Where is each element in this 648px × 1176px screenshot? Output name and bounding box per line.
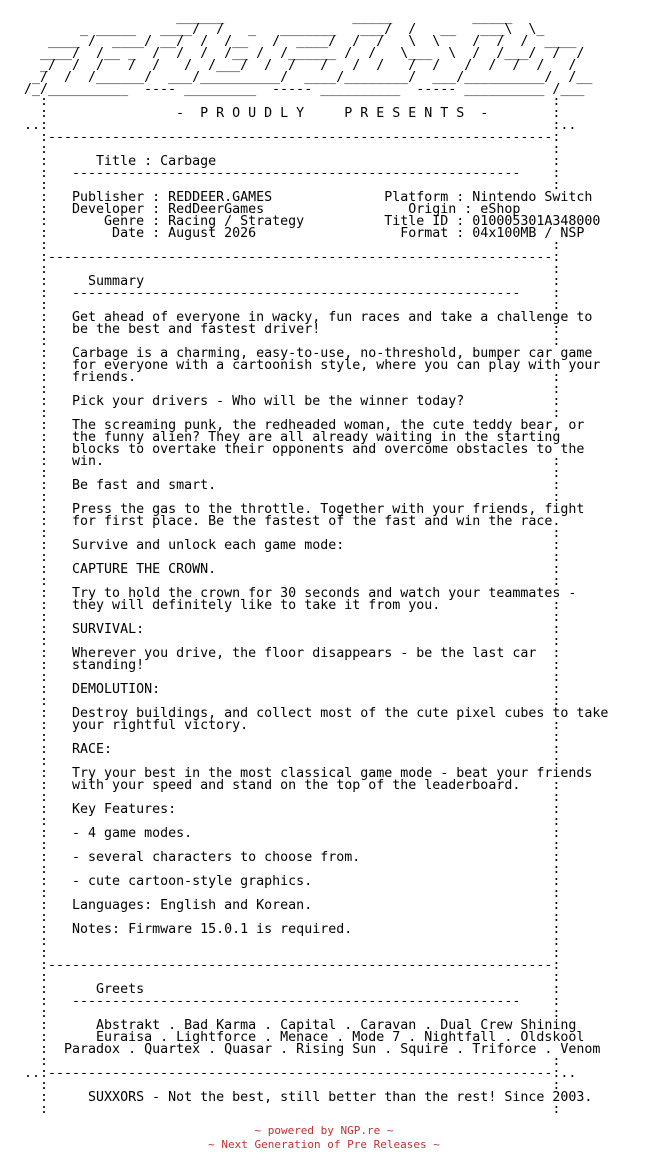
nfo-line: : Notes: Firmware 15.0.1 is required. :	[24, 922, 561, 937]
nfo-line: ____/ /__ _ / / / /__ / /______ / / \___ \ / /___/ / /	[24, 46, 585, 61]
nfo-line: : the funny alien? They are all already waiting in the starting	[24, 430, 561, 445]
nfo-line: ______ _____ _____	[24, 10, 513, 25]
nfo-line: : Publisher : REDDEER.GAMES Platform : Nintendo Switch	[24, 190, 593, 205]
nfo-line: : :	[24, 574, 561, 589]
nfo-line: : :	[24, 262, 561, 277]
nfo-line: : :	[24, 670, 561, 685]
nfo-line: ____ / ____/ __/ / /__ / ____/ / / \ \ / / / ____	[24, 34, 577, 49]
nfo-line: : SURVIVAL: :	[24, 622, 561, 637]
footer-tagline: ~ Next Generation of Pre Releases ~	[208, 1138, 440, 1151]
nfo-line: : Pick your drivers - Who will be the winner today? :	[24, 394, 561, 409]
nfo-line: : :	[24, 754, 561, 769]
nfo-line: : Be fast and smart. :	[24, 478, 561, 493]
nfo-line: : :	[24, 970, 561, 985]
nfo-line: : Greets :	[24, 982, 561, 997]
footer	[0, 1124, 648, 1152]
nfo-line: : Survive and unlock each game mode: :	[24, 538, 561, 553]
nfo-line: : Developer : RedDeerGames Origin : eShop	[24, 202, 521, 217]
nfo-line: : :	[24, 550, 561, 565]
nfo-line: : - several characters to choose from. :	[24, 850, 561, 865]
nfo-line: : Carbage is a charming, easy-to-use, no-threshold, bumper car game	[24, 346, 593, 361]
nfo-line: : :	[24, 814, 561, 829]
nfo-line: : your rightful victory. :	[24, 718, 561, 733]
nfo-line: : for everyone with a cartoonish style, where you can play with your	[24, 358, 601, 373]
nfo-line: : :	[24, 1054, 561, 1069]
nfo-line: :---------------------------------------------------------------:	[24, 250, 561, 265]
nfo-line: : :	[24, 910, 561, 925]
nfo-line: : with your speed and stand on the top of the leaderboard. :	[24, 778, 561, 793]
nfo-line: : :	[24, 694, 561, 709]
nfo-line: : -------------------------------------------------------- :	[24, 994, 561, 1009]
nfo-line: : :	[24, 142, 561, 157]
nfo-line: : :	[24, 406, 561, 421]
nfo-line: _ _____ ____/ / _ _______ ___/ / __ ___\ \_	[24, 22, 545, 37]
nfo-line: : :	[24, 334, 561, 349]
nfo-line: : Try your best in the most classical game mode - beat your friends	[24, 766, 593, 781]
nfo-line: : Paradox . Quartex . Quasar . Rising Sun . Squire . Triforce . Venom	[24, 1042, 601, 1057]
nfo-line: : DEMOLUTION: :	[24, 682, 561, 697]
nfo-line: : Genre : Racing / Strategy Title ID : 010005301A348000	[24, 214, 601, 229]
nfo-line: : :	[24, 1006, 561, 1021]
nfo-line: ..:---------------------------------------------------------------:..	[24, 1066, 577, 1081]
footer-powered-by-link[interactable]: ~ powered by NGP.re ~	[254, 1124, 394, 1137]
nfo-line: : :	[24, 94, 561, 109]
nfo-line: : :	[24, 886, 561, 901]
nfo-line: : The screaming punk, the redheaded woman, the cute teddy bear, or	[24, 418, 585, 433]
nfo-line: : :	[24, 838, 561, 853]
nfo-line: : blocks to overtake their opponents and overcome obstacles to the	[24, 442, 585, 457]
nfo-line: : :	[24, 526, 561, 541]
nfo-line: : :	[24, 178, 561, 193]
nfo-line: : Key Features: :	[24, 802, 561, 817]
nfo-line: : :	[24, 490, 561, 505]
nfo-line: : :	[24, 1102, 561, 1117]
nfo-line: : :	[24, 934, 561, 949]
nfo-line: : Date : August 2026 Format : 04x100MB / NSP	[24, 226, 585, 241]
nfo-line: : -------------------------------------------------------- :	[24, 286, 561, 301]
nfo-line: _/ / / / / / /___/ / / / / / / / / / / / /	[24, 58, 577, 73]
nfo-line: : - 4 game modes. :	[24, 826, 561, 841]
nfo-line: : standing! :	[24, 658, 561, 673]
nfo-line: : Euraisa . Lightforce . Menace . Mode 7 . Nightfall . Oldskool	[24, 1030, 585, 1045]
nfo-line: : CAPTURE THE CROWN. :	[24, 562, 561, 577]
nfo-line: : Title : Carbage :	[24, 154, 561, 169]
nfo-line: ..: :..	[24, 118, 577, 133]
nfo-line: :---------------------------------------------------------------:	[24, 958, 561, 973]
nfo-line: : :	[24, 610, 561, 625]
nfo-line: : :	[24, 1078, 561, 1093]
nfo-line: : :	[24, 298, 561, 313]
nfo-line: _/ / /______/ ___/__________/ ____/________/ ___/__________/ /__	[24, 70, 593, 85]
nfo-line: : :	[24, 862, 561, 877]
nfo-line: : they will definitely like to take it from you. :	[24, 598, 561, 613]
nfo-line: : friends. :	[24, 370, 561, 385]
nfo-line: : Languages: English and Korean. :	[24, 898, 561, 913]
nfo-text-block	[24, 12, 608, 1116]
nfo-line: : be the best and fastest driver! :	[24, 322, 561, 337]
nfo-line: /_/__________ ---- _________ ----- __________ ----- __________ /___	[24, 82, 585, 97]
nfo-line: : :	[24, 946, 561, 961]
nfo-line: : Try to hold the crown for 30 seconds and watch your teammates -	[24, 586, 577, 601]
nfo-line: : SUXXORS - Not the best, still better than the rest! Since 2003.	[24, 1090, 593, 1105]
nfo-line: : Get ahead of everyone in wacky, fun races and take a challenge to	[24, 310, 593, 325]
nfo-line: : win. :	[24, 454, 561, 469]
nfo-line: : :	[24, 382, 561, 397]
nfo-line: : :	[24, 790, 561, 805]
nfo-line: : -------------------------------------------------------- :	[24, 166, 561, 181]
nfo-line: : :	[24, 730, 561, 745]
nfo-line: : Abstrakt . Bad Karma . Capital . Caravan . Dual Crew Shining	[24, 1018, 577, 1033]
nfo-line: : Destroy buildings, and collect most of the cute pixel cubes to take	[24, 706, 609, 721]
nfo-line: : Summary :	[24, 274, 561, 289]
nfo-line: : for first place. Be the fastest of the fast and win the race.	[24, 514, 561, 529]
nfo-line: : :	[24, 466, 561, 481]
nfo-line: : Press the gas to the throttle. Together with your friends, fight	[24, 502, 585, 517]
nfo-line: : RACE: :	[24, 742, 561, 757]
nfo-line: : - cute cartoon-style graphics. :	[24, 874, 561, 889]
nfo-line: :---------------------------------------------------------------:	[24, 130, 561, 145]
nfo-line: : :	[24, 634, 561, 649]
nfo-line: : Wherever you drive, the floor disappears - be the last car :	[24, 646, 561, 661]
nfo-line: : - P R O U D L Y P R E S E N T S - :	[24, 106, 561, 121]
nfo-line: : :	[24, 238, 561, 253]
